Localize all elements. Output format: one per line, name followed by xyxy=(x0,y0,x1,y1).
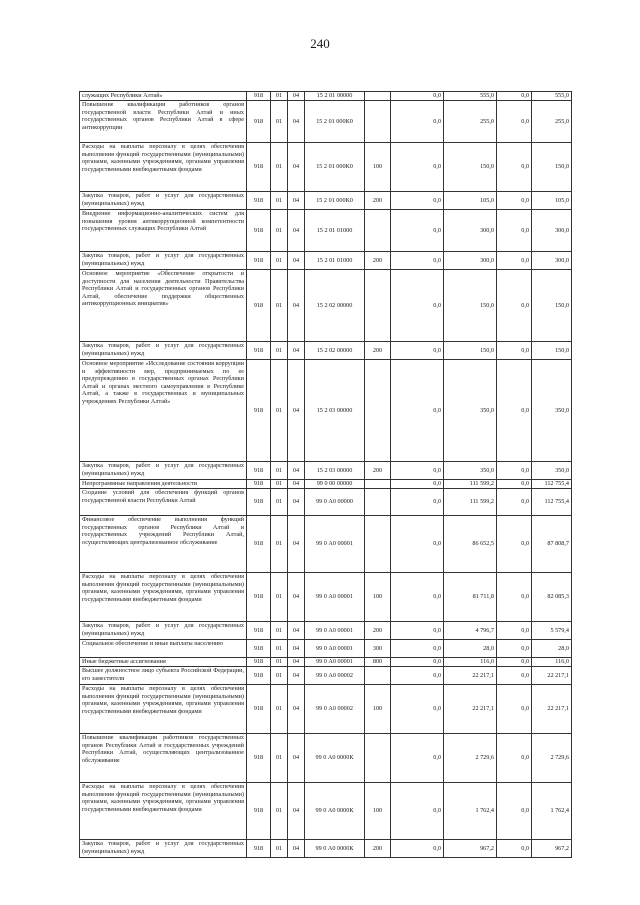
rz-code-cell: 01 xyxy=(271,685,288,734)
page-number: 240 xyxy=(310,36,330,51)
vr-code-cell: 800 xyxy=(365,658,391,667)
gr-code-cell: 918 xyxy=(247,210,271,252)
amount-1-cell: 0,0 xyxy=(391,192,444,210)
vr-code-cell xyxy=(365,480,391,489)
gr-code-cell: 918 xyxy=(247,480,271,489)
vr-code-cell: 100 xyxy=(365,143,391,192)
pr-code-cell: 04 xyxy=(288,360,305,462)
rz-code-cell: 01 xyxy=(271,252,288,270)
amount-2-cell: 4 796,7 xyxy=(444,622,497,640)
table-row xyxy=(80,210,572,252)
vr-code-cell: 200 xyxy=(365,192,391,210)
amount-4-cell: 82 085,3 xyxy=(532,573,572,622)
amount-2-cell: 22 217,1 xyxy=(444,667,497,685)
rz-code-cell: 01 xyxy=(271,480,288,489)
gr-code-cell: 918 xyxy=(247,516,271,573)
amount-4-cell: 1 762,4 xyxy=(532,783,572,840)
description-cell: Закупка товаров, работ и услуг для государственных (муниципальных) нужд xyxy=(80,342,247,360)
amount-3-cell: 0,0 xyxy=(497,143,532,192)
vr-code-cell: 200 xyxy=(365,462,391,480)
amount-2-cell: 350,0 xyxy=(444,462,497,480)
csr-code-cell: 99 0 А0 00001 xyxy=(305,573,365,622)
vr-code-cell: 200 xyxy=(365,840,391,858)
amount-1-cell: 0,0 xyxy=(391,573,444,622)
description-cell: Социальное обеспечение и иные выплаты населению xyxy=(80,640,247,658)
amount-3-cell: 0,0 xyxy=(497,192,532,210)
amount-2-cell: 300,0 xyxy=(444,252,497,270)
table-row xyxy=(80,480,572,489)
rz-code-cell: 01 xyxy=(271,210,288,252)
amount-3-cell: 0,0 xyxy=(497,342,532,360)
rz-code-cell: 01 xyxy=(271,516,288,573)
table-row xyxy=(80,667,572,685)
gr-code-cell: 918 xyxy=(247,192,271,210)
amount-3-cell: 0,0 xyxy=(497,462,532,480)
rz-code-cell: 01 xyxy=(271,360,288,462)
amount-2-cell: 86 652,5 xyxy=(444,516,497,573)
table-row xyxy=(80,270,572,342)
amount-3-cell: 0,0 xyxy=(497,92,532,101)
table-row xyxy=(80,622,572,640)
amount-1-cell: 0,0 xyxy=(391,270,444,342)
description-cell: Финансовое обеспечение выполнения функций государственных органов Республики Алтай и государственных учреждений Республики Алтай, осуществляющих централизованное обслуживание xyxy=(80,516,247,573)
amount-2-cell: 111 599,2 xyxy=(444,489,497,516)
amount-2-cell: 81 711,8 xyxy=(444,573,497,622)
rz-code-cell: 01 xyxy=(271,573,288,622)
rz-code-cell: 01 xyxy=(271,783,288,840)
vr-code-cell xyxy=(365,667,391,685)
rz-code-cell: 01 xyxy=(271,143,288,192)
amount-1-cell: 0,0 xyxy=(391,342,444,360)
amount-1-cell: 0,0 xyxy=(391,783,444,840)
description-cell: Расходы на выплаты персоналу в целях обеспечения выполнения функций государственными (муниципальными) органами, казенными учреждениями, органами управления государственными внебюджетными фондами xyxy=(80,685,247,734)
vr-code-cell: 100 xyxy=(365,685,391,734)
description-cell: Расходы на выплаты персоналу в целях обеспечения выполнения функций государственными (муниципальными) органами, казенными учреждениями, органами управления государственными внебюджетными фондами xyxy=(80,573,247,622)
gr-code-cell: 918 xyxy=(247,640,271,658)
vr-code-cell xyxy=(365,734,391,783)
table-row xyxy=(80,685,572,734)
amount-4-cell: 116,0 xyxy=(532,658,572,667)
table-row xyxy=(80,658,572,667)
vr-code-cell: 200 xyxy=(365,622,391,640)
gr-code-cell: 918 xyxy=(247,342,271,360)
gr-code-cell: 918 xyxy=(247,840,271,858)
pr-code-cell: 04 xyxy=(288,622,305,640)
rz-code-cell: 01 xyxy=(271,658,288,667)
amount-1-cell: 0,0 xyxy=(391,734,444,783)
csr-code-cell: 15 2 01 01000 xyxy=(305,210,365,252)
amount-3-cell: 0,0 xyxy=(497,734,532,783)
csr-code-cell: 99 0 А0 00001 xyxy=(305,516,365,573)
rz-code-cell: 01 xyxy=(271,622,288,640)
csr-code-cell: 99 0 А0 00001 xyxy=(305,640,365,658)
amount-1-cell: 0,0 xyxy=(391,360,444,462)
gr-code-cell: 918 xyxy=(247,101,271,143)
description-cell: Повышение квалификации работников органов государственной власти Республики Алтай и иных государственных органов Республики Алтай в сфере антикоррупции xyxy=(80,101,247,143)
pr-code-cell: 04 xyxy=(288,516,305,573)
description-cell: служащих Республики Алтай» xyxy=(80,92,247,101)
amount-2-cell: 2 729,6 xyxy=(444,734,497,783)
amount-4-cell: 87 808,7 xyxy=(532,516,572,573)
rz-code-cell: 01 xyxy=(271,92,288,101)
description-cell: Расходы на выплаты персоналу в целях обеспечения выполнения функций государственными (муниципальными) органами, казенными учреждениями, органами управления государственными внебюджетными фондами xyxy=(80,143,247,192)
table-row xyxy=(80,342,572,360)
amount-3-cell: 0,0 xyxy=(497,667,532,685)
vr-code-cell xyxy=(365,210,391,252)
table-row xyxy=(80,640,572,658)
amount-4-cell: 28,0 xyxy=(532,640,572,658)
pr-code-cell: 04 xyxy=(288,658,305,667)
amount-4-cell: 22 217,1 xyxy=(532,685,572,734)
amount-1-cell: 0,0 xyxy=(391,101,444,143)
csr-code-cell: 99 0 А0 00000 xyxy=(305,489,365,516)
amount-4-cell: 2 729,6 xyxy=(532,734,572,783)
gr-code-cell: 918 xyxy=(247,252,271,270)
amount-2-cell: 300,0 xyxy=(444,210,497,252)
pr-code-cell: 04 xyxy=(288,573,305,622)
amount-2-cell: 28,0 xyxy=(444,640,497,658)
budget-table xyxy=(79,91,572,858)
amount-1-cell: 0,0 xyxy=(391,840,444,858)
amount-4-cell: 112 755,4 xyxy=(532,489,572,516)
description-cell: Основное мероприятие «Обеспечение открытости и доступности для населения деятельности Правительства Республики Алтай и государственных органов Республики Алтай, обеспечение поддержки общественных антикоррупционных инициатив» xyxy=(80,270,247,342)
csr-code-cell: 15 2 01 000К0 xyxy=(305,143,365,192)
rz-code-cell: 01 xyxy=(271,342,288,360)
amount-1-cell: 0,0 xyxy=(391,210,444,252)
description-cell: Закупка товаров, работ и услуг для государственных (муниципальных) нужд xyxy=(80,840,247,858)
rz-code-cell: 01 xyxy=(271,489,288,516)
table-row xyxy=(80,462,572,480)
amount-3-cell: 0,0 xyxy=(497,210,532,252)
amount-4-cell: 255,0 xyxy=(532,101,572,143)
amount-1-cell: 0,0 xyxy=(391,516,444,573)
rz-code-cell: 01 xyxy=(271,101,288,143)
amount-3-cell: 0,0 xyxy=(497,685,532,734)
amount-4-cell: 150,0 xyxy=(532,342,572,360)
amount-1-cell: 0,0 xyxy=(391,252,444,270)
amount-1-cell: 0,0 xyxy=(391,667,444,685)
amount-2-cell: 255,0 xyxy=(444,101,497,143)
rz-code-cell: 01 xyxy=(271,840,288,858)
amount-2-cell: 350,0 xyxy=(444,360,497,462)
amount-2-cell: 150,0 xyxy=(444,342,497,360)
vr-code-cell: 300 xyxy=(365,640,391,658)
gr-code-cell: 918 xyxy=(247,270,271,342)
vr-code-cell xyxy=(365,360,391,462)
csr-code-cell: 15 2 01 01000 xyxy=(305,252,365,270)
gr-code-cell: 918 xyxy=(247,783,271,840)
csr-code-cell: 15 2 03 00000 xyxy=(305,462,365,480)
csr-code-cell: 99 0 А0 00002 xyxy=(305,685,365,734)
amount-3-cell: 0,0 xyxy=(497,489,532,516)
amount-4-cell: 5 579,4 xyxy=(532,622,572,640)
gr-code-cell: 918 xyxy=(247,489,271,516)
rz-code-cell: 01 xyxy=(271,462,288,480)
amount-2-cell: 116,0 xyxy=(444,658,497,667)
pr-code-cell: 04 xyxy=(288,667,305,685)
amount-2-cell: 1 762,4 xyxy=(444,783,497,840)
csr-code-cell: 15 2 01 000К0 xyxy=(305,101,365,143)
amount-1-cell: 0,0 xyxy=(391,658,444,667)
csr-code-cell: 15 2 02 00000 xyxy=(305,270,365,342)
amount-1-cell: 0,0 xyxy=(391,685,444,734)
description-cell: Расходы на выплаты персоналу в целях обеспечения выполнения функций государственными (муниципальными) органами, казенными учреждениями, органами управления государственными внебюджетными фондами xyxy=(80,783,247,840)
pr-code-cell: 04 xyxy=(288,685,305,734)
amount-2-cell: 555,0 xyxy=(444,92,497,101)
amount-1-cell: 0,0 xyxy=(391,640,444,658)
table-row xyxy=(80,734,572,783)
table-row xyxy=(80,192,572,210)
table-row xyxy=(80,252,572,270)
amount-4-cell: 112 755,4 xyxy=(532,480,572,489)
amount-4-cell: 967,2 xyxy=(532,840,572,858)
amount-4-cell: 350,0 xyxy=(532,462,572,480)
pr-code-cell: 04 xyxy=(288,462,305,480)
csr-code-cell: 99 0 А0 0000К xyxy=(305,783,365,840)
amount-4-cell: 105,0 xyxy=(532,192,572,210)
vr-code-cell: 200 xyxy=(365,342,391,360)
csr-code-cell: 99 0 00 00000 xyxy=(305,480,365,489)
amount-1-cell: 0,0 xyxy=(391,622,444,640)
description-cell: Высшее должностное лицо субъекта Российской Федерации, его заместители xyxy=(80,667,247,685)
csr-code-cell: 99 0 А0 0000К xyxy=(305,840,365,858)
table-row xyxy=(80,516,572,573)
vr-code-cell xyxy=(365,101,391,143)
amount-1-cell: 0,0 xyxy=(391,143,444,192)
gr-code-cell: 918 xyxy=(247,658,271,667)
amount-1-cell: 0,0 xyxy=(391,489,444,516)
pr-code-cell: 04 xyxy=(288,734,305,783)
amount-4-cell: 22 217,1 xyxy=(532,667,572,685)
amount-4-cell: 555,0 xyxy=(532,92,572,101)
amount-3-cell: 0,0 xyxy=(497,622,532,640)
pr-code-cell: 04 xyxy=(288,252,305,270)
gr-code-cell: 918 xyxy=(247,462,271,480)
gr-code-cell: 918 xyxy=(247,92,271,101)
rz-code-cell: 01 xyxy=(271,192,288,210)
vr-code-cell: 200 xyxy=(365,252,391,270)
amount-3-cell: 0,0 xyxy=(497,573,532,622)
pr-code-cell: 04 xyxy=(288,342,305,360)
pr-code-cell: 04 xyxy=(288,210,305,252)
rz-code-cell: 01 xyxy=(271,640,288,658)
csr-code-cell: 99 0 А0 00002 xyxy=(305,667,365,685)
gr-code-cell: 918 xyxy=(247,622,271,640)
csr-code-cell: 99 0 А0 00001 xyxy=(305,622,365,640)
csr-code-cell: 15 2 02 00000 xyxy=(305,342,365,360)
description-cell: Закупка товаров, работ и услуг для государственных (муниципальных) нужд xyxy=(80,252,247,270)
table-row xyxy=(80,840,572,858)
gr-code-cell: 918 xyxy=(247,143,271,192)
amount-2-cell: 150,0 xyxy=(444,270,497,342)
description-cell: Закупка товаров, работ и услуг для государственных (муниципальных) нужд xyxy=(80,462,247,480)
amount-4-cell: 150,0 xyxy=(532,270,572,342)
pr-code-cell: 04 xyxy=(288,270,305,342)
description-cell: Иные бюджетные ассигнования xyxy=(80,658,247,667)
amount-1-cell: 0,0 xyxy=(391,92,444,101)
amount-3-cell: 0,0 xyxy=(497,360,532,462)
csr-code-cell: 99 0 А0 00001 xyxy=(305,658,365,667)
vr-code-cell: 100 xyxy=(365,783,391,840)
gr-code-cell: 918 xyxy=(247,734,271,783)
amount-1-cell: 0,0 xyxy=(391,480,444,489)
amount-3-cell: 0,0 xyxy=(497,101,532,143)
description-cell: Основное мероприятие «Исследование состояния коррупции и эффективности мер, предпринимаемых по ее предупреждению в государственных органах Республики Алтай и органах местного самоуправления в Республике Алтай, а также в государственных и муниципальных учреждениях Республики Алтай» xyxy=(80,360,247,462)
table-row xyxy=(80,92,572,101)
pr-code-cell: 04 xyxy=(288,840,305,858)
amount-4-cell: 350,0 xyxy=(532,360,572,462)
pr-code-cell: 04 xyxy=(288,489,305,516)
table-row xyxy=(80,489,572,516)
csr-code-cell: 15 2 01 000К0 xyxy=(305,192,365,210)
pr-code-cell: 04 xyxy=(288,480,305,489)
pr-code-cell: 04 xyxy=(288,192,305,210)
description-cell: Создание условий для обеспечения функций органов государственной власти Республики Алтай xyxy=(80,489,247,516)
amount-4-cell: 300,0 xyxy=(532,210,572,252)
amount-3-cell: 0,0 xyxy=(497,252,532,270)
description-cell: Повышение квалификации работников государственных органов Республики Алтай и государственных учреждений Республики Алтай, осуществляющих централизованное обслуживание xyxy=(80,734,247,783)
csr-code-cell: 99 0 А0 0000К xyxy=(305,734,365,783)
pr-code-cell: 04 xyxy=(288,101,305,143)
pr-code-cell: 04 xyxy=(288,640,305,658)
rz-code-cell: 01 xyxy=(271,734,288,783)
gr-code-cell: 918 xyxy=(247,360,271,462)
amount-3-cell: 0,0 xyxy=(497,783,532,840)
gr-code-cell: 918 xyxy=(247,667,271,685)
description-cell: Закупка товаров, работ и услуг для государственных (муниципальных) нужд xyxy=(80,622,247,640)
table-row xyxy=(80,783,572,840)
vr-code-cell xyxy=(365,270,391,342)
amount-2-cell: 22 217,1 xyxy=(444,685,497,734)
table-row xyxy=(80,143,572,192)
amount-3-cell: 0,0 xyxy=(497,480,532,489)
description-cell: Непрограммные направления деятельности xyxy=(80,480,247,489)
vr-code-cell: 100 xyxy=(365,573,391,622)
description-cell: Закупка товаров, работ и услуг для государственных (муниципальных) нужд xyxy=(80,192,247,210)
amount-4-cell: 150,0 xyxy=(532,143,572,192)
csr-code-cell: 15 2 03 00000 xyxy=(305,360,365,462)
amount-2-cell: 111 599,2 xyxy=(444,480,497,489)
vr-code-cell xyxy=(365,92,391,101)
table-row xyxy=(80,101,572,143)
amount-3-cell: 0,0 xyxy=(497,516,532,573)
gr-code-cell: 918 xyxy=(247,573,271,622)
gr-code-cell: 918 xyxy=(247,685,271,734)
table-body xyxy=(80,92,572,858)
vr-code-cell xyxy=(365,516,391,573)
description-cell: Внедрение информационно-аналитических систем для повышения уровня антикоррупционной компетентности государственных служащих Республики Алтай xyxy=(80,210,247,252)
pr-code-cell: 04 xyxy=(288,92,305,101)
amount-3-cell: 0,0 xyxy=(497,270,532,342)
amount-3-cell: 0,0 xyxy=(497,840,532,858)
amount-4-cell: 300,0 xyxy=(532,252,572,270)
pr-code-cell: 04 xyxy=(288,783,305,840)
amount-3-cell: 0,0 xyxy=(497,658,532,667)
amount-1-cell: 0,0 xyxy=(391,462,444,480)
amount-2-cell: 150,0 xyxy=(444,143,497,192)
rz-code-cell: 01 xyxy=(271,667,288,685)
amount-2-cell: 967,2 xyxy=(444,840,497,858)
amount-3-cell: 0,0 xyxy=(497,640,532,658)
rz-code-cell: 01 xyxy=(271,270,288,342)
table-row xyxy=(80,573,572,622)
vr-code-cell xyxy=(365,489,391,516)
csr-code-cell: 15 2 01 00000 xyxy=(305,92,365,101)
amount-2-cell: 105,0 xyxy=(444,192,497,210)
table-row xyxy=(80,360,572,462)
pr-code-cell: 04 xyxy=(288,143,305,192)
